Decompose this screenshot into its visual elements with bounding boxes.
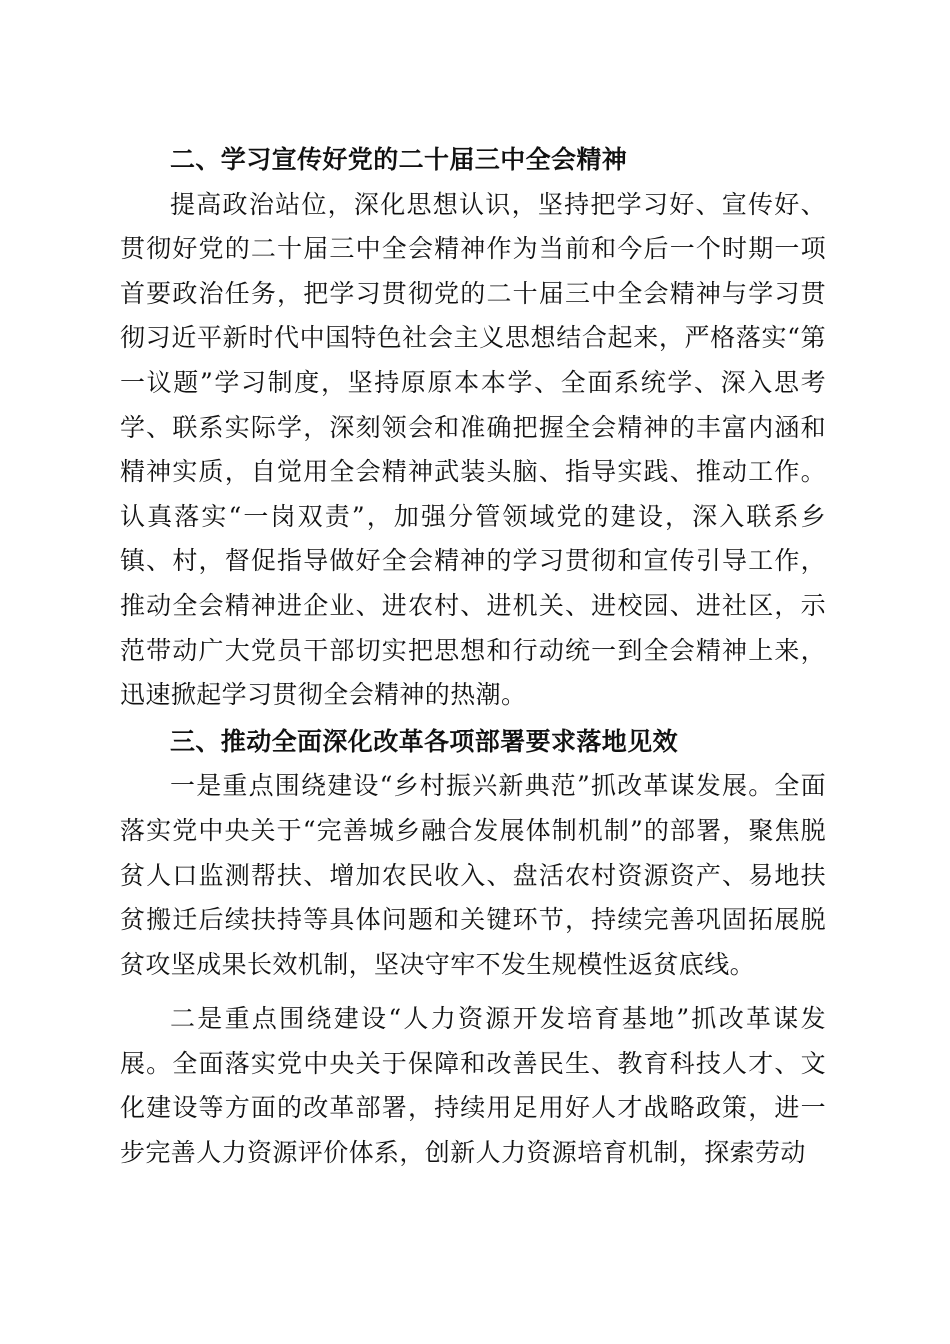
document-body (120, 138, 826, 1176)
section-2-heading: 二、学习宣传好党的二十届三中全会精神 (170, 145, 628, 174)
section-3-paragraph-2: 二是重点围绕建设“人力资源开发培育基地”抓改革谋发展。全面落实党中央关于保障和改善民生、教育科技人才、文化建设等方面的改革部署，持续用足用好人才战略政策，进一步完善人力资源评价体系，创新人力资源培育机制，探索劳动 (120, 1004, 826, 1168)
section-3-heading: 三、推动全面深化改革各项部署要求落地见效 (170, 726, 679, 756)
section-3-paragraph-1: 一是重点围绕建设“乡村振兴新典范”抓改革谋发展。全面落实党中央关于“完善城乡融合发展体制机制”的部署，聚焦脱贫人口监测帮扶、增加农民收入、盘活农村资源资产、易地扶贫搬迁后续扶持等具体问题和关键环节，持续完善巩固拓展脱贫攻坚成果长效机制，坚决守牢不发生规模性返贫底线。 (120, 771, 826, 979)
section-2-paragraph: 提高政治站位，深化思想认识，坚持把学习好、宣传好、贯彻好党的二十届三中全会精神作为当前和今后一个时期一项首要政治任务，把学习贯彻党的二十届三中全会精神与学习贯彻习近平新时代中国特色社会主义思想结合起来，严格落实“第一议题”学习制度，坚持原原本本学、全面系统学、深入思考学、联系实际学，深刻领会和准确把握全会精神的丰富内涵和精神实质，自觉用全会精神武装头脑、指导实践、推动工作。认真落实“一岗双责”，加强分管领域党的建设，深入联系乡镇、村，督促指导做好全会精神的学习贯彻和宣传引导工作，推动全会精神进企业、进农村、进机关、进校园、进社区，示范带动广大党员干部切实把思想和行动统一到全会精神上来，迅速掀起学习贯彻全会精神的热潮。 (120, 189, 826, 710)
